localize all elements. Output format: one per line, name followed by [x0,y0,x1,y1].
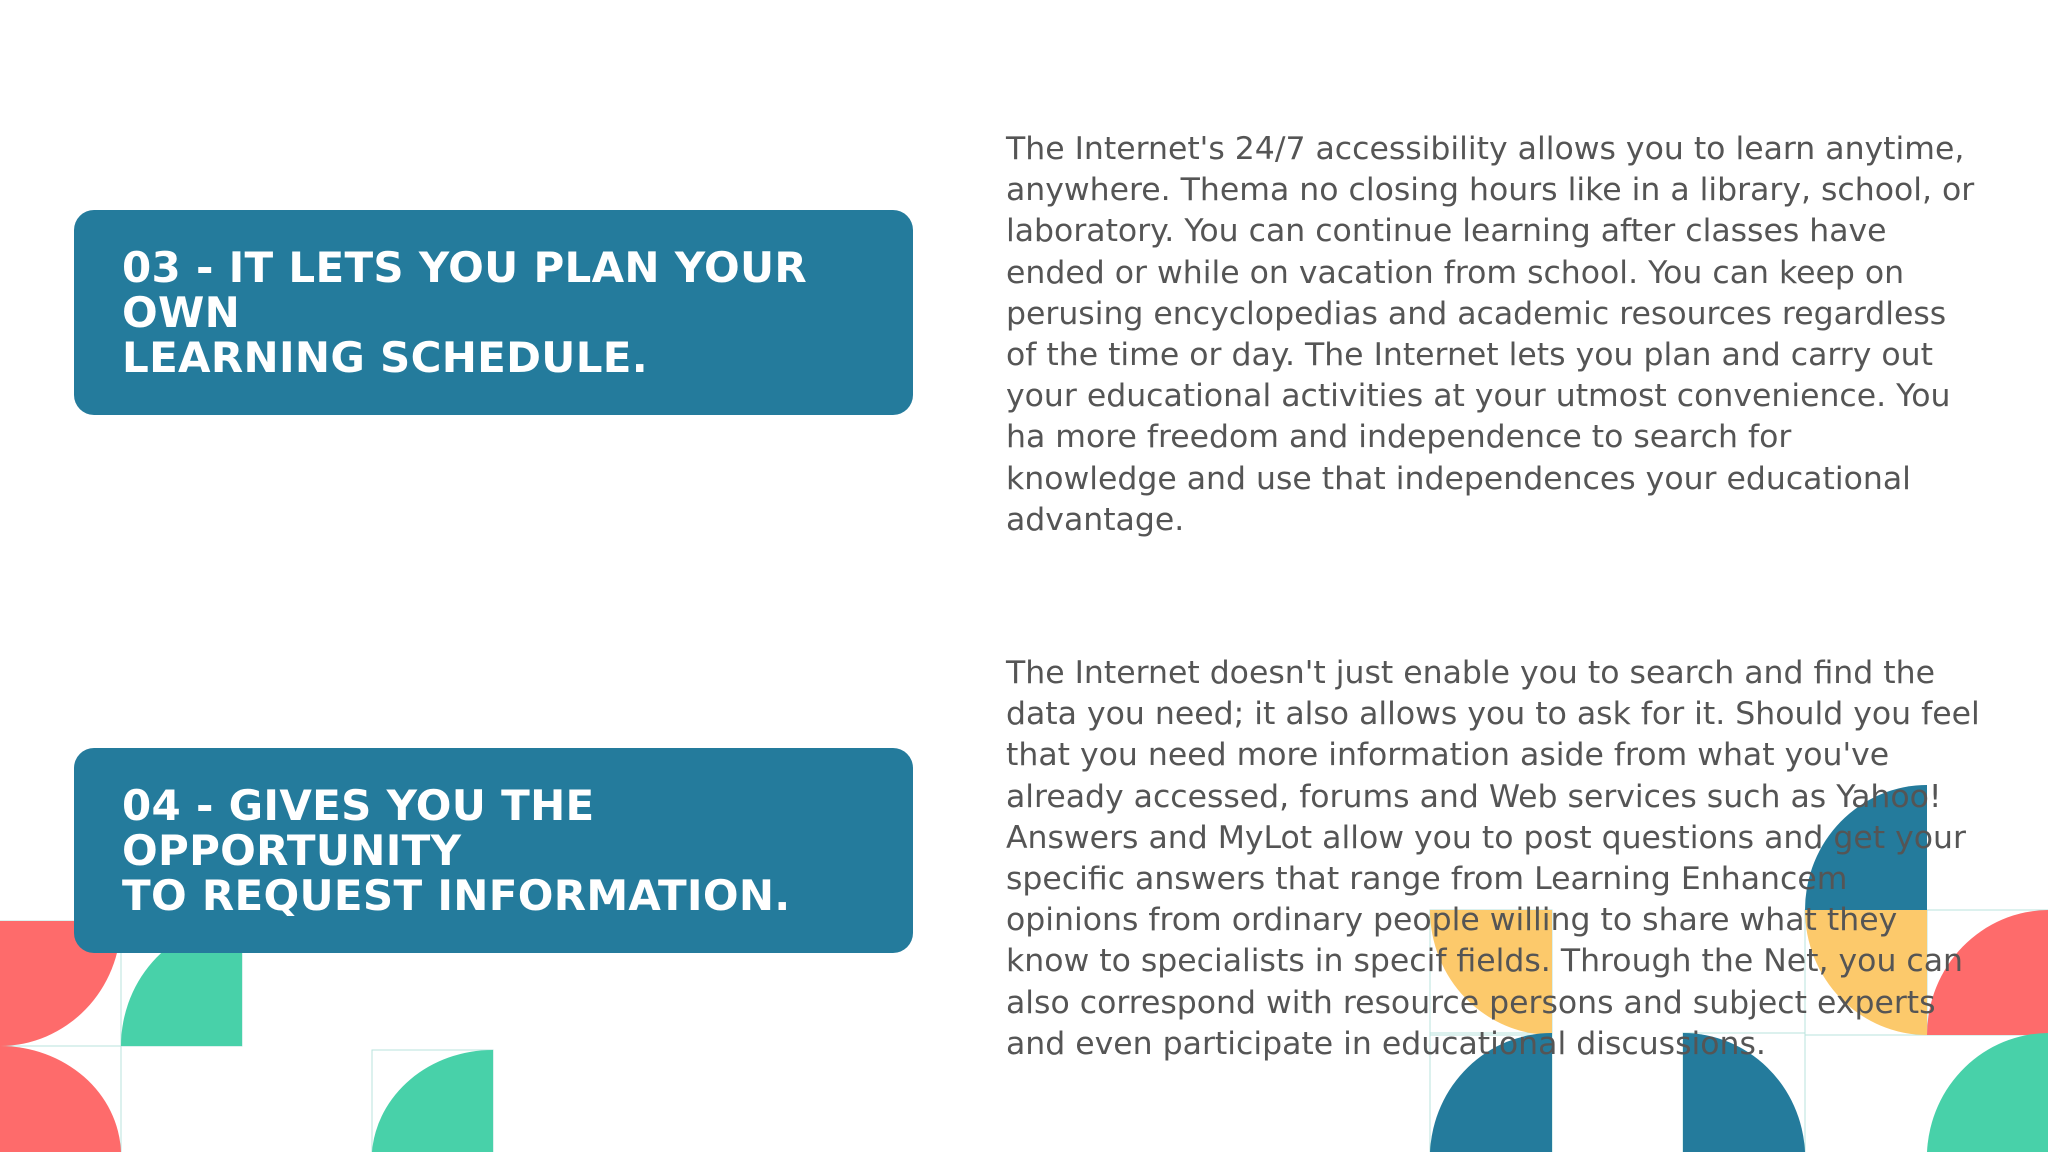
body-line: advantage. [1006,501,1185,538]
heading-line: 03 - IT LETS YOU PLAN YOUR OWN [122,243,808,337]
heading-line: TO REQUEST INFORMATION. [122,871,791,920]
section-03-body [1006,129,2006,541]
section-04-heading [122,783,913,918]
body-line: your educational activities at your utmost convenience. You [1006,378,1951,415]
section-03-heading-box [74,210,913,415]
body-line: Answers and MyLot allow you to post questions and get your [1006,819,1966,856]
body-line: anywhere. Thema no closing hours like in a library, school, or [1006,172,1975,209]
section-03-heading [122,245,913,380]
body-line: data you need; it also allows you to ask for it. Should you feel [1006,696,1980,733]
body-line: opinions from ordinary people willing to share what they [1006,902,1898,939]
heading-line: LEARNING SCHEDULE. [122,333,649,382]
body-line: The Internet's 24/7 accessibility allows you to learn anytime, [1006,131,1965,167]
body-line: already accessed, forums and Web services such as Yahoo! [1006,778,1942,815]
body-line: and even participate in educational discussions. [1006,1025,1766,1062]
body-line: perusing encyclopedias and academic resources regardless [1006,295,1947,332]
body-line: knowledge and use that independences your educational [1006,460,1911,497]
body-line: that you need more information aside from what you've [1006,737,1890,774]
mint-quarter-shape [372,1050,493,1152]
heading-line: 04 - GIVES YOU THE OPPORTUNITY [122,781,595,875]
body-line: ha more freedom and independence to search for [1006,419,1792,456]
section-04-body [1006,653,2006,1065]
coral-quarter-shape [0,1046,121,1152]
body-line: of the time or day. The Internet lets you plan and carry out [1006,337,1933,374]
body-line: specific answers that range from Learning Enhancem [1006,861,1848,898]
body-line: also correspond with resource persons and subject experts [1006,984,1936,1021]
body-line: laboratory. You can continue learning after classes have [1006,213,1887,250]
section-04-heading-box [74,748,913,953]
body-line: ended or while on vacation from school. You can keep on [1006,254,1905,291]
body-line: The Internet doesn't just enable you to search and find the [1006,655,1935,691]
body-line: know to specialists in specif fields. Through the Net, you can [1006,943,1964,980]
